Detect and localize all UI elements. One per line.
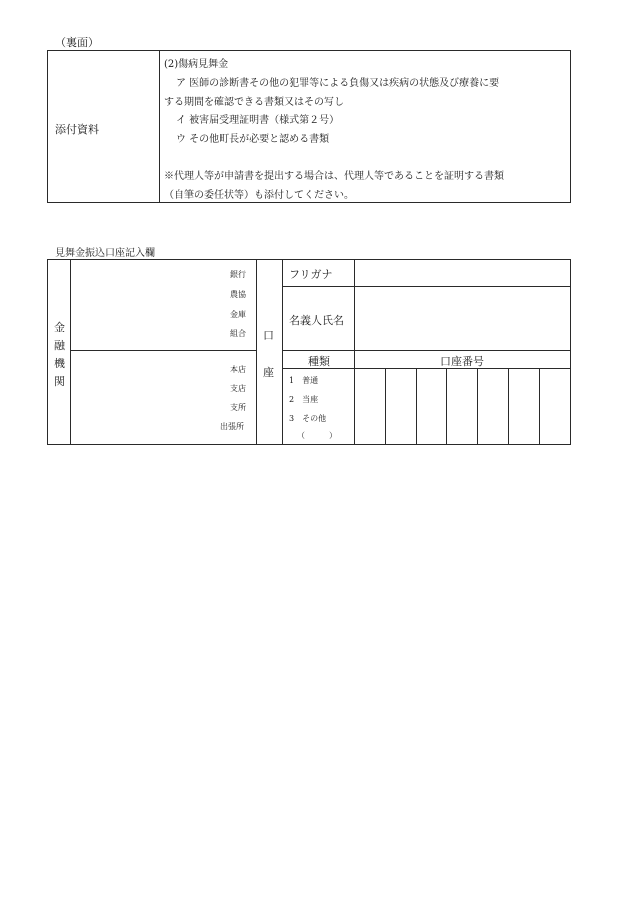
furigana-field[interactable] (356, 261, 568, 285)
institution-type-bank: 銀行 (230, 270, 246, 279)
account-number-header: 口座番号 (440, 355, 484, 368)
branch-name-field[interactable] (72, 352, 217, 443)
institution-type-agri: 農協 (230, 290, 246, 299)
furigana-label: フリガナ (289, 268, 333, 281)
account-number-digit-7[interactable] (541, 370, 569, 443)
account-label-char-2: 座 (263, 366, 274, 379)
institution-label-char-4: 関 (54, 375, 65, 388)
institution-type-kinko: 金庫 (230, 310, 246, 319)
institution-name-field[interactable] (72, 261, 222, 349)
account-number-digit-2[interactable] (387, 370, 415, 443)
institution-label-char-1: 金 (54, 321, 65, 334)
back-side-label: （裏面） (55, 36, 99, 49)
branch-type-office: 出張所 (220, 422, 244, 431)
holder-name-field[interactable] (356, 288, 568, 348)
account-type-other[interactable]: 3 その他 (289, 414, 327, 423)
account-type-header: 種類 (308, 355, 330, 368)
account-type-checking[interactable]: 2 当座 (289, 395, 319, 404)
account-number-digit-6[interactable] (510, 370, 538, 443)
attachment-note: ※代理人等が申請書を提出する場合は、代理人等であることを証明する書類 (164, 171, 504, 182)
account-number-digit-4[interactable] (448, 370, 476, 443)
bank-section-title: 見舞金振込口座記入欄 (55, 248, 155, 259)
branch-type-main: 本店 (230, 365, 246, 374)
account-number-digit-1[interactable] (356, 370, 384, 443)
account-type-savings[interactable]: 1 普通 (289, 376, 319, 385)
institution-type-kumiai: 組合 (230, 329, 246, 338)
attachment-item-a: ア 医師の診断書その他の犯罪等による負傷又は疾病の状態及び療養に要 (176, 78, 500, 89)
attachment-item-u: ウ その他町長が必要と認める書類 (176, 134, 330, 145)
attachment-heading: (2)傷病見舞金 (164, 59, 229, 70)
branch-type-branch: 支店 (230, 384, 246, 393)
institution-label-char-2: 融 (54, 339, 65, 352)
attachments-label: 添付資料 (55, 123, 99, 136)
attachment-item-a-cont: する期間を確認できる書類又はその写し (164, 97, 344, 108)
institution-label-char-3: 機 (54, 357, 65, 370)
account-label-char-1: 口 (263, 329, 274, 342)
account-number-digit-3[interactable] (418, 370, 445, 443)
branch-type-subbranch: 支所 (230, 403, 246, 412)
account-type-other-paren: （ ） (297, 431, 337, 440)
account-number-digit-5[interactable] (479, 370, 507, 443)
attachment-item-i: イ 被害届受理証明書（様式第２号） (176, 115, 340, 126)
holder-name-label: 名義人氏名 (289, 314, 344, 327)
attachment-note-cont: （自筆の委任状等）も添付してください。 (164, 190, 354, 201)
